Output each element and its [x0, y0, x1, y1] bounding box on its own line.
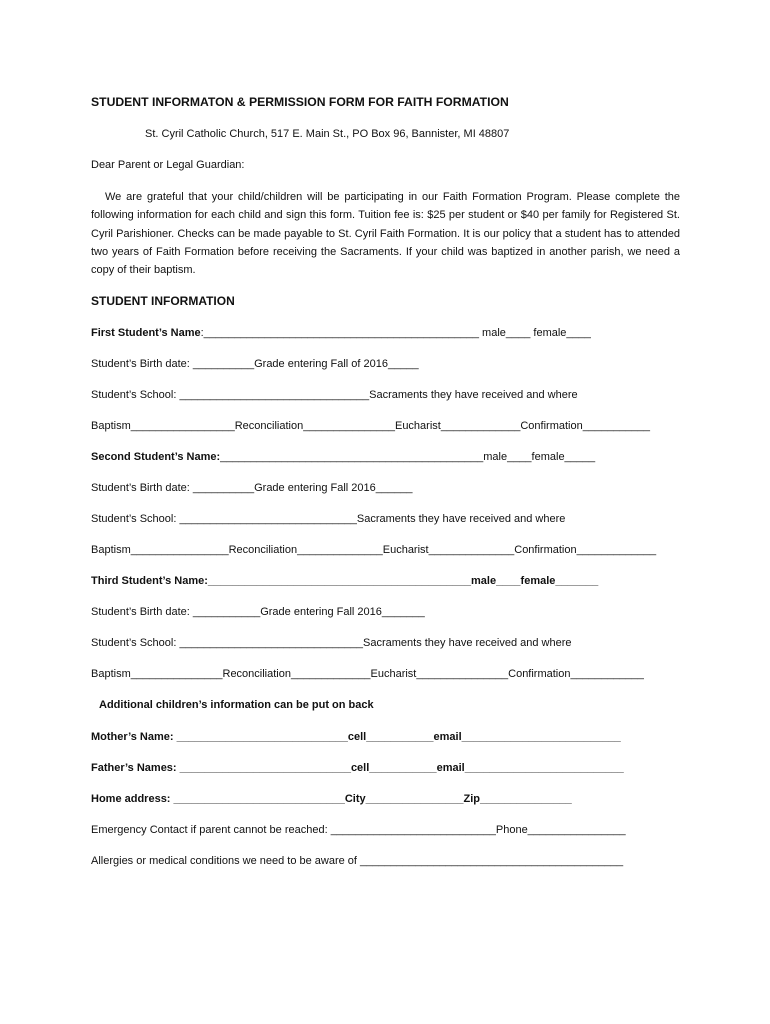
emergency-contact-field: Emergency Contact if parent cannot be reached: ___________________________Phone________________: [91, 824, 626, 836]
first-student-sacraments-field: Baptism_________________Reconciliation_______________Eucharist_____________Confirmation___________: [91, 420, 651, 432]
first-student-birth-date-field: Student’s Birth date: __________Grade entering Fall of 2016_____: [91, 358, 419, 370]
first-student-name-label: First Student’s Name: [91, 327, 201, 339]
first-student-name-field: [91, 327, 591, 339]
additional-children-note: Additional children’s information can be put on back: [99, 699, 374, 711]
third-student-school-field: Student’s School: ______________________________Sacraments they have received and where: [91, 637, 572, 649]
mothers-name-field: Mother’s Name: ____________________________cell___________email__________________________: [91, 731, 621, 743]
third-student-sacraments-field: Baptism_______________Reconciliation_____________Eucharist_______________Confirmation____________: [91, 668, 644, 680]
student-information-heading: STUDENT INFORMATION: [91, 294, 235, 308]
fathers-name-field: Father’s Names: ____________________________cell___________email__________________________: [91, 762, 624, 774]
second-student-name-label: Second Student’s Name:: [91, 451, 221, 463]
second-student-birth-date-field: Student’s Birth date: __________Grade entering Fall 2016______: [91, 482, 413, 494]
third-student-birth-date-field: Student’s Birth date: ___________Grade entering Fall 2016_______: [91, 606, 425, 618]
third-student-name-field: Third Student’s Name:___________________________________________male____female_______: [91, 575, 599, 587]
form-title: STUDENT INFORMATON & PERMISSION FORM FOR FAITH FORMATION: [91, 95, 509, 109]
first-student-name-blanks: :_____________________________________________ male____ female____: [200, 327, 591, 339]
intro-paragraph: We are grateful that your child/children will be participating in our Faith Formation Program. Please complete the following information for each child and sign this form. Tuition fee is: $25 per student or $40 per family for Registered St. Cyril Parishioner. Checks can be made payable to St. Cyril Faith Formation. It is our policy that a student has to attended two years of Faith Formation before receiving the Sacraments. If your child was baptized in another parish, we need a copy of their baptism.: [91, 191, 680, 277]
second-student-name-field: [91, 451, 595, 463]
allergies-field: Allergies or medical conditions we need to be aware of ___________________________________________: [91, 855, 624, 867]
church-address: St. Cyril Catholic Church, 517 E. Main St., PO Box 96, Bannister, MI 48807: [145, 128, 510, 140]
second-student-name-blanks: ___________________________________________male____female_____: [220, 451, 596, 463]
salutation: Dear Parent or Legal Guardian:: [91, 159, 245, 171]
second-student-school-field: Student’s School: _____________________________Sacraments they have received and where: [91, 513, 566, 525]
second-student-sacraments-field: Baptism________________Reconciliation______________Eucharist______________Confirmation_____________: [91, 544, 657, 556]
home-address-field: Home address: ____________________________City________________Zip_______________: [91, 793, 572, 805]
first-student-school-field: Student’s School: _______________________________Sacraments they have received and where: [91, 389, 578, 401]
